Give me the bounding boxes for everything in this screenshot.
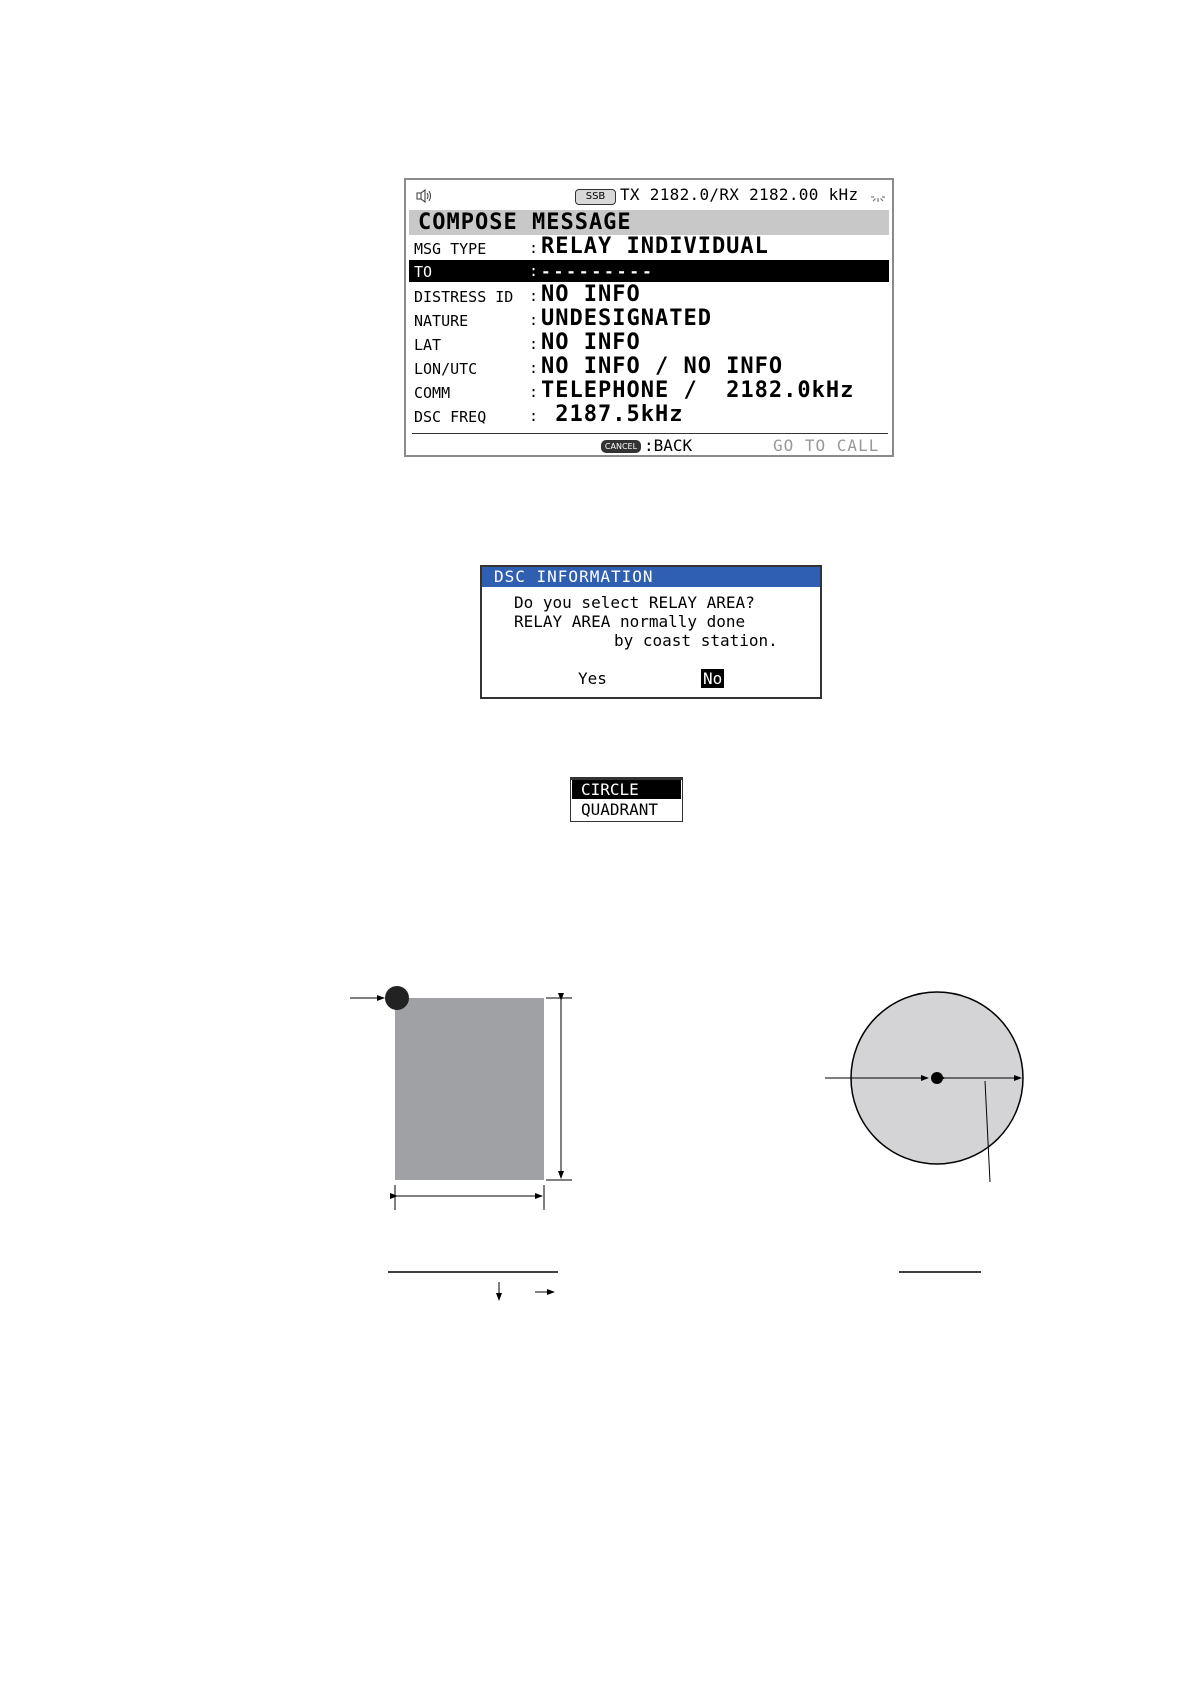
field-separator: : <box>529 239 539 257</box>
field-value: RELAY INDIVIDUAL <box>541 234 769 259</box>
screen-title: COMPOSE MESSAGE <box>418 210 632 235</box>
field-separator: : <box>529 335 539 353</box>
field-label: DSC FREQ <box>414 408 487 426</box>
menu-item-label: QUADRANT <box>581 800 659 819</box>
field-value: NO INFO <box>541 282 641 307</box>
field-value: UNDESIGNATED <box>541 306 712 331</box>
field-value: NO INFO / NO INFO <box>541 354 784 379</box>
yes-button[interactable]: Yes <box>578 669 607 688</box>
back-label: :BACK <box>644 436 693 455</box>
reference-point-marker <box>385 986 409 1010</box>
field-separator: : <box>529 407 539 425</box>
field-label: LON/UTC <box>414 360 478 378</box>
no-button[interactable]: No <box>703 669 723 688</box>
field-separator: : <box>529 287 539 305</box>
field-separator: : <box>529 359 539 377</box>
center-point-marker <box>931 1072 943 1084</box>
quadrant-area <box>395 998 544 1180</box>
field-label: COMM <box>414 384 451 402</box>
field-label: MSG TYPE <box>414 240 487 258</box>
field-separator: : <box>529 383 539 401</box>
frequency-readout: TX 2182.0/RX 2182.00 kHz <box>620 185 859 204</box>
cancel-key-icon[interactable]: CANCEL <box>601 440 641 453</box>
field-separator: : <box>529 262 539 280</box>
dialog-message-line: by coast station. <box>614 631 778 650</box>
dialog-message-line: RELAY AREA normally done <box>514 612 746 631</box>
field-value: --------- <box>541 262 655 281</box>
quadrant-diagram <box>350 986 572 1300</box>
field-value: NO INFO <box>541 330 641 355</box>
ssb-badge: SSB <box>575 189 616 205</box>
field-label: NATURE <box>414 312 469 330</box>
field-label: TO <box>414 263 433 281</box>
dialog-title: DSC INFORMATION <box>494 567 654 586</box>
field-label: LAT <box>414 336 442 354</box>
field-value: 2187.5kHz <box>541 402 684 427</box>
field-label: DISTRESS ID <box>414 288 514 306</box>
menu-item-label: CIRCLE <box>581 780 639 799</box>
field-value: TELEPHONE / 2182.0kHz <box>541 378 855 403</box>
circle-diagram <box>825 992 1023 1272</box>
field-separator: : <box>529 311 539 329</box>
dialog-message-line: Do you select RELAY AREA? <box>514 593 755 612</box>
go-to-call-button[interactable]: GO TO CALL <box>773 436 880 455</box>
